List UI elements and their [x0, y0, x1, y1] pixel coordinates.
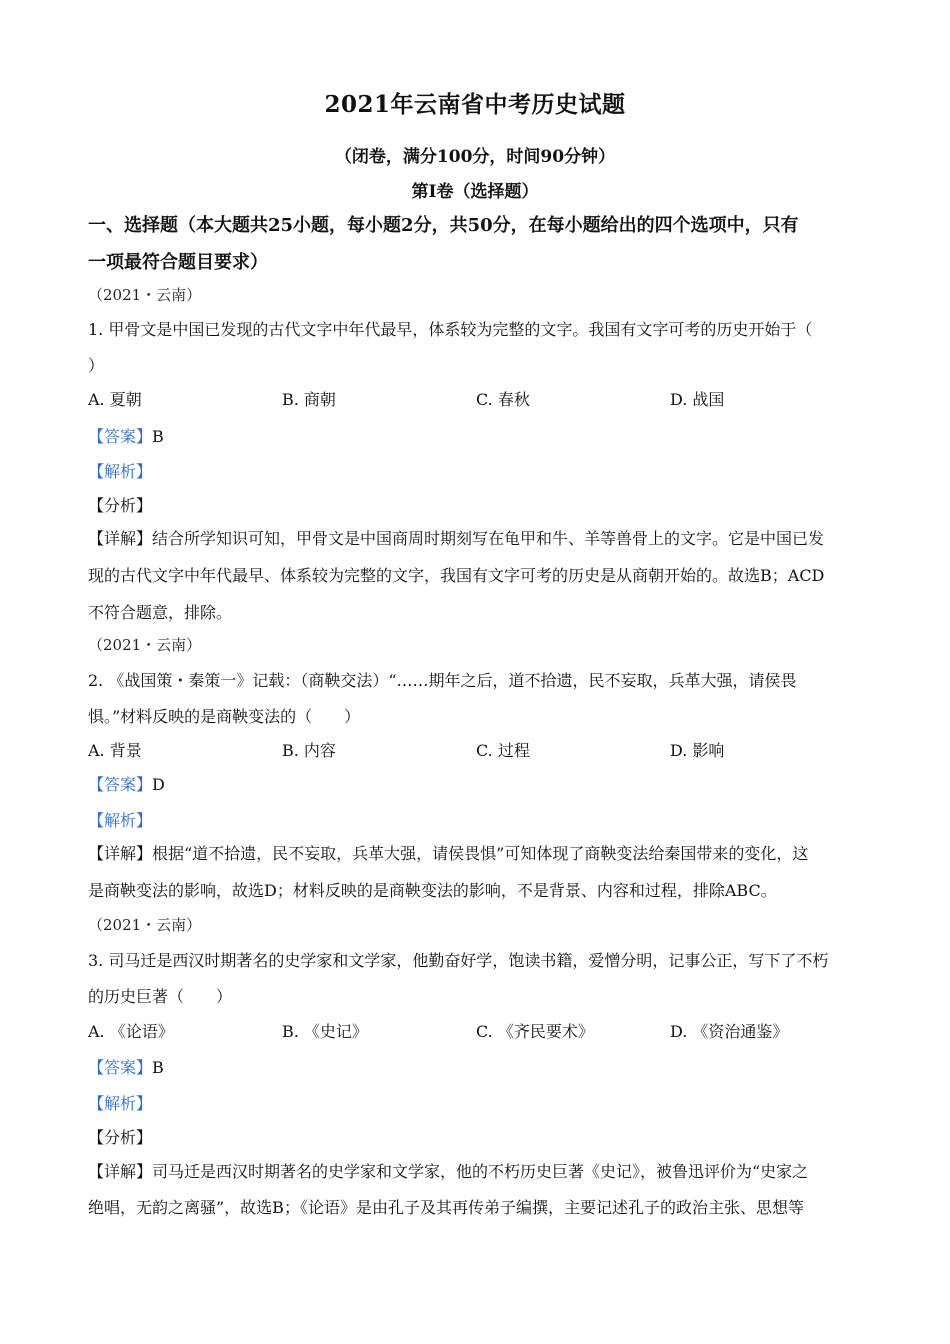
question-2-answer — [88, 772, 868, 795]
question-1-option-b: B. 商朝 — [282, 390, 336, 409]
question-3-analysis-tag: 【解析】 — [88, 1094, 153, 1113]
question-3-option-b: B. 《史记》 — [282, 1022, 368, 1041]
question-1-fenxi-tag: 【分析】 — [88, 496, 153, 515]
section-heading-line1: 一、选择题（本大题共25小题，每小题2分，共50分，在每小题给出的四个选项中，只有 — [88, 215, 799, 236]
question-1-option-a: A. 夏朝 — [88, 390, 142, 409]
question-1-detail-line2: 现的古代文字中年代最早、体系较为完整的文字，我国有文字可考的历史是从商朝开始的。故选B；ACD — [88, 566, 825, 585]
question-3-answer — [88, 1055, 868, 1078]
volume-heading: 第Ⅰ卷（选择题） — [411, 182, 539, 202]
question-1-option-d: D. 战国 — [670, 390, 725, 409]
section-heading-line2: 一项最符合题目要求） — [88, 252, 268, 273]
question-3-option-d: D. 《资治通鉴》 — [670, 1022, 789, 1041]
answer-value: D — [152, 775, 165, 794]
question-2-stem-line2: 惧。”材料反映的是商鞅变法的（ ） — [88, 707, 361, 726]
question-3-stem-line2: 的历史巨著（ ） — [88, 987, 233, 1006]
question-2-option-b: B. 内容 — [282, 741, 336, 760]
exam-subtitle: （闭卷，满分100分，时间90分钟） — [334, 147, 616, 167]
question-3-detail-line1: 【详解】司马迁是西汉时期著名的史学家和文学家，他的不朽历史巨著《史记》，被鲁迅评价为“史家之 — [88, 1162, 809, 1181]
question-3-detail-line2: 绝唱，无韵之离骚”，故选B；《论语》是由孔子及其再传弟子编撰，主要记述孔子的政治主张、思想等 — [88, 1198, 804, 1217]
question-1-analysis-tag: 【解析】 — [88, 462, 153, 481]
question-3-option-a: A. 《论语》 — [88, 1022, 174, 1041]
question-2-option-c: C. 过程 — [476, 741, 530, 760]
question-2-stem-line1: 2. 《战国策・秦策一》记载：（商鞅交法）“……期年之后，道不拾遗，民不妄取，兵革大强，请侯畏 — [88, 671, 797, 690]
question-1-source: （2021・云南） — [88, 286, 202, 304]
question-1-answer — [88, 424, 868, 447]
question-2-option-d: D. 影响 — [670, 741, 725, 760]
answer-tag: 【答案】 — [88, 427, 153, 446]
question-2-option-a: A. 背景 — [88, 741, 142, 760]
question-1-option-c: C. 春秋 — [476, 390, 530, 409]
question-2-detail-line1: 【详解】根据“道不拾遗，民不妄取，兵革大强，请侯畏惧”可知体现了商鞅变法给秦国带来的变化，这 — [88, 844, 809, 863]
question-2-analysis-tag: 【解析】 — [88, 811, 153, 830]
question-3-stem-line1: 3. 司马迁是西汉时期著名的史学家和文学家，他勤奋好学，饱读书籍，爱憎分明，记事公正，写下了不朽 — [88, 951, 829, 970]
question-1-detail-line1: 【详解】结合所学知识可知，甲骨文是中国商周时期刻写在龟甲和牛、羊等兽骨上的文字。它是中国已发 — [88, 529, 825, 548]
question-2-source: （2021・云南） — [88, 636, 202, 654]
answer-value: B — [152, 1058, 164, 1077]
answer-tag: 【答案】 — [88, 775, 153, 794]
answer-tag: 【答案】 — [88, 1058, 153, 1077]
question-1-stem-line1: 1. 甲骨文是中国已发现的古代文字中年代最早，体系较为完整的文字。我国有文字可考的历史开始于（ — [88, 320, 813, 339]
question-3-fenxi-tag: 【分析】 — [88, 1128, 153, 1147]
question-3-option-c: C. 《齐民要术》 — [476, 1022, 594, 1041]
answer-value: B — [152, 427, 164, 446]
question-1-stem-line2: ） — [88, 356, 105, 375]
page-title: 2021年云南省中考历史试题 — [324, 91, 626, 118]
question-3-source: （2021・云南） — [88, 916, 202, 934]
question-1-detail-line3: 不符合题意，排除。 — [88, 603, 233, 622]
question-2-detail-line2: 是商鞅变法的影响，故选D；材料反映的是商鞅变法的影响，不是背景、内容和过程，排除ABC。 — [88, 881, 777, 900]
